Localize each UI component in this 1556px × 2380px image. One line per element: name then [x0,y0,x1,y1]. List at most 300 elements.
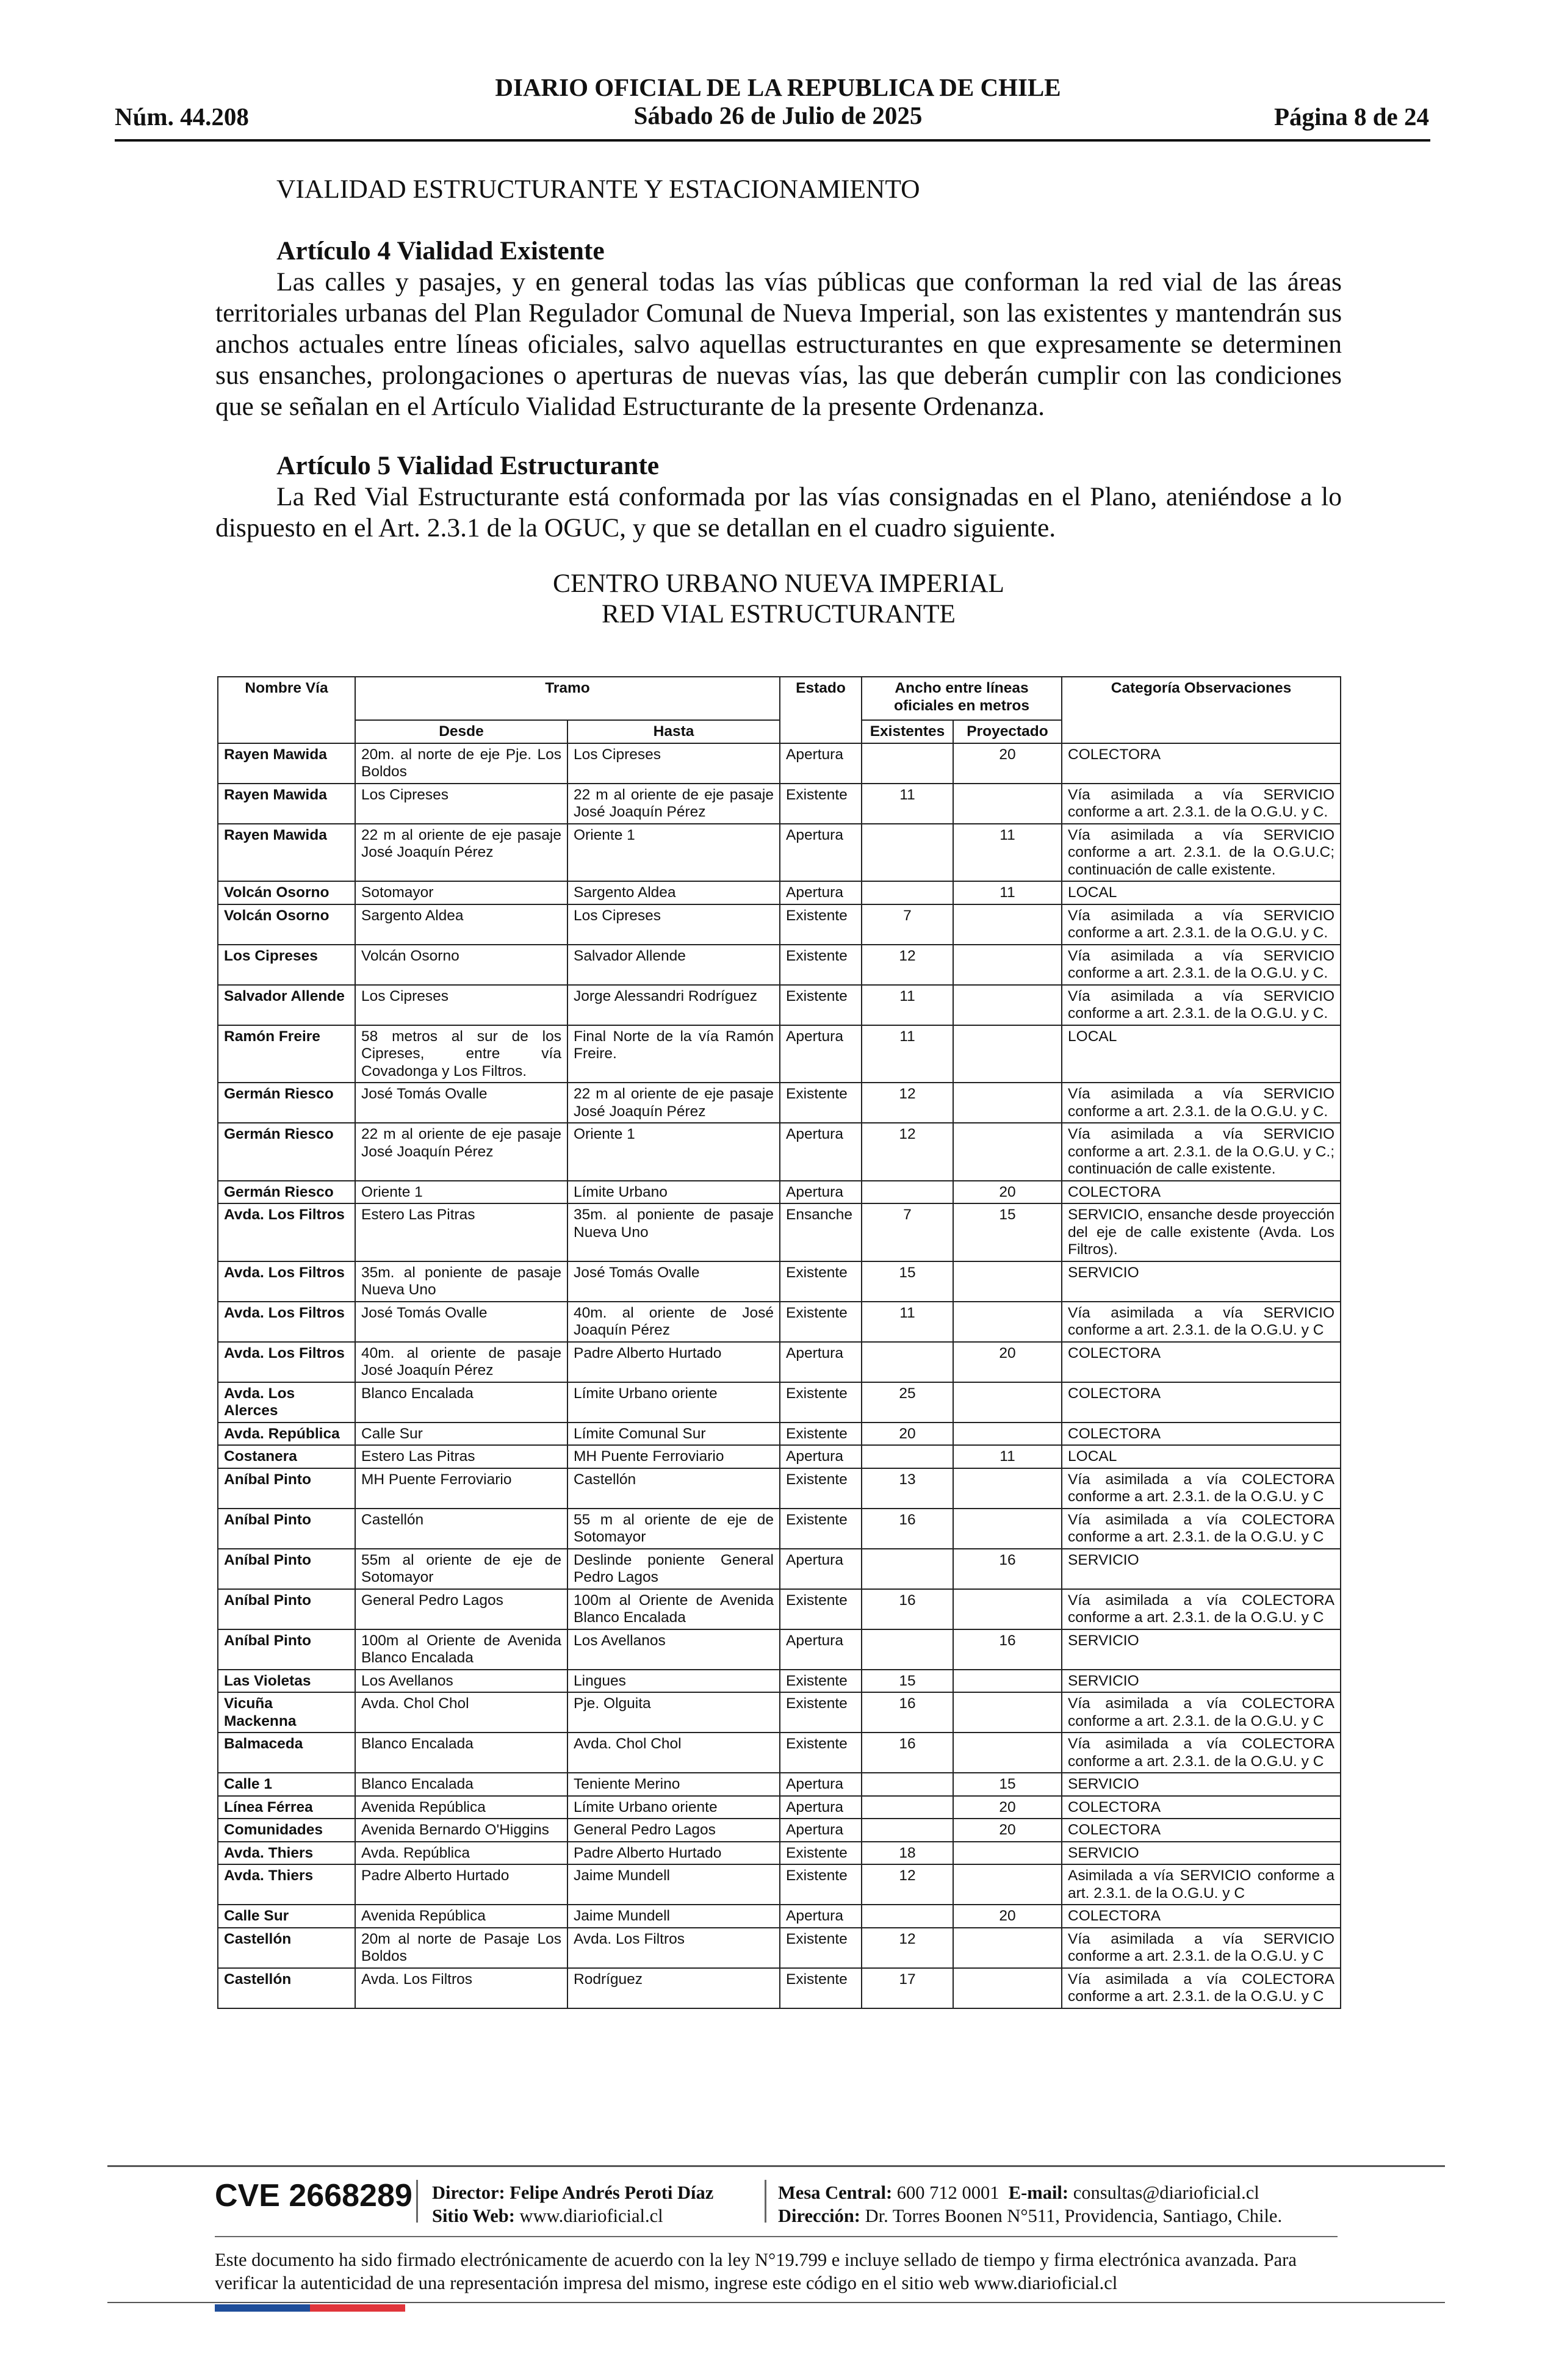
cell-nombre-via: Aníbal Pinto [218,1629,355,1670]
cell-categoria: Vía asimilada a vía SERVICIO conforme a art. 2.3.1. de la O.G.U. y C.; continuación de calle existente. [1062,1123,1341,1181]
cell-proyectado [953,1842,1062,1865]
director-label: Director: [432,2182,505,2203]
cell-desde: 20m. al norte de eje Pje. Los Boldos [355,743,567,784]
cell-proyectado [953,1261,1062,1302]
cell-hasta: Final Norte de la vía Ramón Freire. [567,1025,780,1083]
cell-nombre-via: Volcán Osorno [218,904,355,945]
cell-proyectado: 11 [953,1445,1062,1468]
cell-categoria: Vía asimilada a vía SERVICIO conforme a art. 2.3.1. de la O.G.U. y C. [1062,945,1341,985]
email-link[interactable]: consultas@diarioficial.cl [1073,2182,1259,2203]
issue-number: Núm. 44.208 [115,103,249,131]
table-row [218,1123,1341,1181]
page-number: Página 8 de 24 [1274,103,1429,131]
cell-existentes [862,1549,953,1589]
cell-desde: Estero Las Pitras [355,1203,567,1261]
cell-hasta: 22 m al oriente de eje pasaje José Joaquín Pérez [567,1083,780,1123]
cell-proyectado: 20 [953,1342,1062,1382]
cell-estado: Existente [780,1733,862,1773]
email-label: E-mail: [1008,2182,1069,2203]
newspaper-title: DIARIO OFICIAL DE LA REPUBLICA DE CHILE [495,73,1061,101]
cell-existentes [862,1181,953,1204]
cell-desde: Los Cipreses [355,985,567,1025]
cell-existentes [862,1773,953,1796]
cell-categoria: Vía asimilada a vía SERVICIO conforme a art. 2.3.1. de la O.G.U.C; continuación de calle existente. [1062,824,1341,882]
cell-categoria: Vía asimilada a vía SERVICIO conforme a art. 2.3.1. de la O.G.U. y C. [1062,904,1341,945]
cell-hasta: Castellón [567,1468,780,1509]
cell-proyectado [953,1123,1062,1181]
table-row [218,985,1341,1025]
header-desde: Desde [355,720,567,743]
cell-proyectado [953,1928,1062,1968]
table-row [218,1445,1341,1468]
director-line [432,2181,713,2204]
cell-desde: Calle Sur [355,1423,567,1446]
cell-categoria: SERVICIO, ensanche desde proyección del eje de calle existente (Avda. Los Filtros). [1062,1203,1341,1261]
cell-estado: Existente [780,1382,862,1423]
cell-proyectado [953,784,1062,824]
cell-existentes [862,1905,953,1928]
table-row [218,1773,1341,1796]
cell-hasta: Los Cipreses [567,743,780,784]
footer-director-block [432,2181,713,2227]
cell-hasta: MH Puente Ferroviario [567,1445,780,1468]
table-row [218,1423,1341,1446]
cell-nombre-via: Rayen Mawida [218,784,355,824]
header-proyectado: Proyectado [953,720,1062,743]
cell-nombre-via: Aníbal Pinto [218,1509,355,1549]
cell-nombre-via: Germán Riesco [218,1181,355,1204]
cell-nombre-via: Avda. Los Alerces [218,1382,355,1423]
cell-existentes [862,881,953,904]
table-row [218,743,1341,784]
cell-nombre-via: Volcán Osorno [218,881,355,904]
table-row [218,1733,1341,1773]
signature-note: Este documento ha sido firmado electrónicamente de acuerdo con la ley N°19.799 e incluye sellado de tiempo y firma electrónica avanzada. Para verificar la autenticidad de una representación impresa del mismo, ingrese este código en el sitio web www.diarioficial.cl [215,2249,1297,2293]
issue-date: Sábado 26 de Julio de 2025 [633,101,923,129]
contact-line [778,2181,1282,2204]
cell-estado: Apertura [780,1796,862,1819]
cell-estado: Existente [780,1968,862,2008]
table-row [218,904,1341,945]
table-row [218,1928,1341,1968]
cell-desde: 22 m al oriente de eje pasaje José Joaquín Pérez [355,1123,567,1181]
cell-existentes [862,1342,953,1382]
cell-existentes [862,1819,953,1842]
table-header-row-1 [218,677,1341,720]
cell-proyectado: 15 [953,1203,1062,1261]
cell-proyectado [953,1302,1062,1342]
cell-hasta: Padre Alberto Hurtado [567,1342,780,1382]
cell-existentes: 12 [862,1928,953,1968]
cell-categoria: SERVICIO [1062,1261,1341,1302]
cell-existentes: 18 [862,1842,953,1865]
cell-proyectado: 11 [953,824,1062,882]
table-row [218,1468,1341,1509]
cell-hasta: Avda. Chol Chol [567,1733,780,1773]
cell-estado: Existente [780,1692,862,1733]
address-text: Dr. Torres Boonen N°511, Providencia, Santiago, Chile. [865,2205,1283,2226]
cell-categoria: Vía asimilada a vía COLECTORA conforme a art. 2.3.1. de la O.G.U. y C [1062,1692,1341,1733]
cell-nombre-via: Calle Sur [218,1905,355,1928]
cell-proyectado [953,1670,1062,1693]
cell-estado: Apertura [780,881,862,904]
cell-hasta: Jaime Mundell [567,1905,780,1928]
table-title-line-1: CENTRO URBANO NUEVA IMPERIAL [553,569,1004,598]
cell-existentes: 12 [862,1083,953,1123]
table-row [218,1509,1341,1549]
cell-hasta: Límite Urbano [567,1181,780,1204]
cell-desde: Castellón [355,1509,567,1549]
cell-existentes [862,1796,953,1819]
cell-estado: Apertura [780,1181,862,1204]
cell-hasta: Padre Alberto Hurtado [567,1842,780,1865]
website-line [432,2204,713,2227]
cell-estado: Existente [780,1509,862,1549]
cell-categoria: COLECTORA [1062,1382,1341,1423]
address-line [778,2204,1282,2227]
cell-nombre-via: Costanera [218,1445,355,1468]
cell-desde: Avda. Chol Chol [355,1692,567,1733]
cell-existentes: 17 [862,1968,953,2008]
cell-existentes: 16 [862,1733,953,1773]
cell-desde: 35m. al poniente de pasaje Nueva Uno [355,1261,567,1302]
cell-desde: 20m al norte de Pasaje Los Boldos [355,1928,567,1968]
cell-estado: Apertura [780,824,862,882]
cell-proyectado: 20 [953,1181,1062,1204]
cell-proyectado [953,1968,1062,2008]
cell-nombre-via: Avda. Los Filtros [218,1302,355,1342]
director-name: Felipe Andrés Peroti Díaz [510,2182,714,2203]
footer-separator [765,2180,766,2223]
cell-estado: Apertura [780,1342,862,1382]
cell-existentes: 11 [862,1025,953,1083]
cell-existentes: 11 [862,985,953,1025]
header-hasta: Hasta [567,720,780,743]
article-5-title: Artículo 5 Vialidad Estructurante [276,451,660,480]
cell-categoria: Vía asimilada a vía SERVICIO conforme a art. 2.3.1. de la O.G.U. y C. [1062,784,1341,824]
cell-estado: Apertura [780,1025,862,1083]
cell-categoria: COLECTORA [1062,1796,1341,1819]
cell-proyectado: 11 [953,881,1062,904]
cell-existentes: 7 [862,904,953,945]
table-title-line-2: RED VIAL ESTRUCTURANTE [602,599,956,629]
table-row [218,1864,1341,1905]
cell-categoria: COLECTORA [1062,1181,1341,1204]
cell-desde: Blanco Encalada [355,1773,567,1796]
cell-estado: Existente [780,1864,862,1905]
cell-nombre-via: Comunidades [218,1819,355,1842]
cell-nombre-via: Avda. Los Filtros [218,1342,355,1382]
footer-contact-block [778,2181,1282,2227]
cve-code: CVE 2668289 [215,2178,412,2213]
footer-divider-middle [215,2236,1338,2237]
cell-proyectado [953,1864,1062,1905]
website-label: Sitio Web: [432,2205,515,2226]
cell-categoria: COLECTORA [1062,743,1341,784]
table-row [218,1203,1341,1261]
cell-hasta: Oriente 1 [567,824,780,882]
cell-estado: Apertura [780,1123,862,1181]
cell-estado: Existente [780,1423,862,1446]
header-ancho: Ancho entre líneas oficiales en metros [862,677,1062,720]
cell-desde: Los Avellanos [355,1670,567,1693]
table-row [218,1905,1341,1928]
cell-proyectado [953,1692,1062,1733]
cell-desde: Padre Alberto Hurtado [355,1864,567,1905]
header-nombre: Nombre Vía [218,677,355,743]
cell-proyectado: 20 [953,1819,1062,1842]
website-link[interactable]: www.diarioficial.cl [519,2205,663,2226]
cell-categoria: COLECTORA [1062,1342,1341,1382]
cell-nombre-via: Avda. República [218,1423,355,1446]
cell-proyectado [953,904,1062,945]
cell-existentes [862,1445,953,1468]
cell-categoria: SERVICIO [1062,1549,1341,1589]
header-tramo: Tramo [355,677,780,720]
cell-proyectado [953,1733,1062,1773]
cell-existentes: 7 [862,1203,953,1261]
cell-estado: Existente [780,1670,862,1693]
cell-nombre-via: Germán Riesco [218,1083,355,1123]
cell-nombre-via: Germán Riesco [218,1123,355,1181]
cell-proyectado [953,1382,1062,1423]
cell-proyectado [953,1468,1062,1509]
cell-hasta: Jorge Alessandri Rodríguez [567,985,780,1025]
table-row [218,784,1341,824]
cell-desde: José Tomás Ovalle [355,1083,567,1123]
table-row [218,1670,1341,1693]
section-title: VIALIDAD ESTRUCTURANTE Y ESTACIONAMIENTO [276,175,920,204]
flag-bar-red [310,2304,405,2312]
flag-bar-blue [215,2304,310,2312]
cell-hasta: Rodríguez [567,1968,780,2008]
cell-hasta: Deslinde poniente General Pedro Lagos [567,1549,780,1589]
table-row [218,824,1341,882]
cell-nombre-via: Aníbal Pinto [218,1549,355,1589]
cell-nombre-via: Los Cipreses [218,945,355,985]
cell-existentes: 13 [862,1468,953,1509]
table-row [218,1382,1341,1423]
cell-estado: Existente [780,1589,862,1629]
header-estado: Estado [780,677,862,743]
cell-estado: Apertura [780,1905,862,1928]
table-row [218,945,1341,985]
cell-hasta: Teniente Merino [567,1773,780,1796]
cell-desde: 40m. al oriente de pasaje José Joaquín Pérez [355,1342,567,1382]
cell-categoria: Vía asimilada a vía COLECTORA conforme a art. 2.3.1. de la O.G.U. y C [1062,1733,1341,1773]
cell-categoria: COLECTORA [1062,1905,1341,1928]
cell-desde: Oriente 1 [355,1181,567,1204]
cell-desde: Avenida República [355,1905,567,1928]
cell-existentes: 11 [862,1302,953,1342]
cell-hasta: José Tomás Ovalle [567,1261,780,1302]
cell-nombre-via: Aníbal Pinto [218,1589,355,1629]
cell-nombre-via: Salvador Allende [218,985,355,1025]
cell-nombre-via: Vicuña Mackenna [218,1692,355,1733]
cell-proyectado: 16 [953,1549,1062,1589]
cell-estado: Apertura [780,743,862,784]
cell-estado: Existente [780,1261,862,1302]
cell-desde: Volcán Osorno [355,945,567,985]
cell-existentes [862,1629,953,1670]
cell-desde: Avda. República [355,1842,567,1865]
cell-categoria: LOCAL [1062,1445,1341,1468]
table-row [218,1261,1341,1302]
table-row [218,1549,1341,1589]
cell-nombre-via: Avda. Thiers [218,1842,355,1865]
header-divider [115,139,1430,142]
cell-proyectado: 20 [953,743,1062,784]
cell-existentes: 12 [862,1864,953,1905]
cell-desde: José Tomás Ovalle [355,1302,567,1342]
cell-hasta: 100m al Oriente de Avenida Blanco Encalada [567,1589,780,1629]
cell-nombre-via: Castellón [218,1968,355,2008]
document-body [215,171,1342,629]
cell-estado: Existente [780,904,862,945]
cell-proyectado [953,1025,1062,1083]
article-5-text: La Red Vial Estructurante está conformada por las vías consignadas en el Plano, ateniéndose a lo dispuesto en el Art. 2.3.1 de la OGUC, y que se detallan en el cuadro siguiente. [215,482,1342,543]
cell-nombre-via: Las Violetas [218,1670,355,1693]
cell-estado: Existente [780,784,862,824]
address-label: Dirección: [778,2205,860,2226]
cell-proyectado [953,1509,1062,1549]
table-row [218,1629,1341,1670]
cell-desde: Los Cipreses [355,784,567,824]
cell-hasta: Los Avellanos [567,1629,780,1670]
cell-desde: Blanco Encalada [355,1382,567,1423]
cell-desde: Sargento Aldea [355,904,567,945]
cell-estado: Apertura [780,1445,862,1468]
table-row [218,1181,1341,1204]
cell-categoria: SERVICIO [1062,1670,1341,1693]
cell-categoria: Vía asimilada a vía SERVICIO conforme a art. 2.3.1. de la O.G.U. y C. [1062,985,1341,1025]
cell-hasta: Avda. Los Filtros [567,1928,780,1968]
article-4-title: Artículo 4 Vialidad Existente [276,236,605,265]
cell-estado: Existente [780,1468,862,1509]
cell-hasta: 22 m al oriente de eje pasaje José Joaquín Pérez [567,784,780,824]
cell-hasta: 35m. al poniente de pasaje Nueva Uno [567,1203,780,1261]
table-row [218,1819,1341,1842]
cell-categoria: Vía asimilada a vía SERVICIO conforme a art. 2.3.1. de la O.G.U. y C. [1062,1083,1341,1123]
cell-categoria: Asimilada a vía SERVICIO conforme a art. 2.3.1. de la O.G.U. y C [1062,1864,1341,1905]
cell-hasta: Sargento Aldea [567,881,780,904]
cell-estado: Existente [780,945,862,985]
cell-desde: 55m al oriente de eje de Sotomayor [355,1549,567,1589]
cell-desde: Avda. Los Filtros [355,1968,567,2008]
cell-estado: Apertura [780,1629,862,1670]
cell-existentes: 15 [862,1261,953,1302]
cell-desde: Estero Las Pitras [355,1445,567,1468]
cell-proyectado: 16 [953,1629,1062,1670]
cell-hasta: Oriente 1 [567,1123,780,1181]
cell-estado: Existente [780,985,862,1025]
cell-nombre-via: Castellón [218,1928,355,1968]
cell-desde: 100m al Oriente de Avenida Blanco Encalada [355,1629,567,1670]
cell-categoria: Vía asimilada a vía SERVICIO conforme a art. 2.3.1. de la O.G.U. y C [1062,1928,1341,1968]
cell-proyectado: 15 [953,1773,1062,1796]
cell-categoria: COLECTORA [1062,1819,1341,1842]
cell-hasta: General Pedro Lagos [567,1819,780,1842]
cell-categoria: Vía asimilada a vía COLECTORA conforme a art. 2.3.1. de la O.G.U. y C [1062,1509,1341,1549]
table-row [218,1842,1341,1865]
cell-existentes: 12 [862,1123,953,1181]
footer-divider-bottom [107,2302,1445,2303]
cell-desde: MH Puente Ferroviario [355,1468,567,1509]
cell-hasta: Salvador Allende [567,945,780,985]
cell-categoria: SERVICIO [1062,1629,1341,1670]
table-body [218,743,1341,2008]
cell-desde: 58 metros al sur de los Cipreses, entre vía Covadonga y Los Filtros. [355,1025,567,1083]
article-4-text: Las calles y pasajes, y en general todas las vías públicas que conforman la red vial de las áreas territoriales urbanas del Plan Regulador Comunal de Nueva Imperial, son las existentes y mantendrán sus anchos actuales entre líneas oficiales, salvo aquellas estructurantes en que expresamente se determinen sus ensanches, prolongaciones o aperturas de nuevas vías, las que deberán cumplir con las condiciones que se señalan en el Artículo Vialidad Estructurante de la presente Ordenanza. [215,267,1342,421]
cell-proyectado [953,945,1062,985]
cell-desde: Avenida República [355,1796,567,1819]
table-title [215,568,1342,629]
cell-nombre-via: Rayen Mawida [218,743,355,784]
cell-proyectado: 20 [953,1796,1062,1819]
cell-proyectado [953,1083,1062,1123]
cell-hasta: Límite Comunal Sur [567,1423,780,1446]
cell-hasta: Pje. Olguita [567,1692,780,1733]
cell-existentes: 15 [862,1670,953,1693]
cell-hasta: Los Cipreses [567,904,780,945]
footer-divider-top [107,2165,1445,2167]
table-row [218,1796,1341,1819]
cell-existentes [862,743,953,784]
cell-estado: Apertura [780,1773,862,1796]
cell-estado: Apertura [780,1549,862,1589]
cell-estado: Apertura [780,1819,862,1842]
cell-categoria: Vía asimilada a vía COLECTORA conforme a art. 2.3.1. de la O.G.U. y C [1062,1968,1341,2008]
cell-proyectado [953,985,1062,1025]
header-categoria: Categoría Observaciones [1062,677,1341,743]
table-row [218,1083,1341,1123]
cell-existentes: 25 [862,1382,953,1423]
cell-existentes: 16 [862,1589,953,1629]
cell-nombre-via: Ramón Freire [218,1025,355,1083]
cell-existentes [862,824,953,882]
cell-nombre-via: Calle 1 [218,1773,355,1796]
table-row [218,1342,1341,1382]
table-row [218,1968,1341,2008]
table-row [218,881,1341,904]
cell-categoria: SERVICIO [1062,1773,1341,1796]
cell-existentes: 16 [862,1509,953,1549]
cell-categoria: COLECTORA [1062,1423,1341,1446]
cell-hasta: Lingues [567,1670,780,1693]
cell-categoria: Vía asimilada a vía COLECTORA conforme a art. 2.3.1. de la O.G.U. y C [1062,1468,1341,1509]
cell-proyectado: 20 [953,1905,1062,1928]
cell-hasta: Jaime Mundell [567,1864,780,1905]
table-row [218,1589,1341,1629]
cell-estado: Existente [780,1083,862,1123]
cell-hasta: 40m. al oriente de José Joaquín Pérez [567,1302,780,1342]
footer-separator [416,2180,418,2223]
cell-categoria: Vía asimilada a vía SERVICIO conforme a art. 2.3.1. de la O.G.U. y C [1062,1302,1341,1342]
cell-hasta: 55 m al oriente de eje de Sotomayor [567,1509,780,1549]
cell-categoria: LOCAL [1062,1025,1341,1083]
mesa-label: Mesa Central: [778,2182,893,2203]
header-existentes: Existentes [862,720,953,743]
cell-nombre-via: Rayen Mawida [218,824,355,882]
cell-nombre-via: Avda. Los Filtros [218,1203,355,1261]
cell-categoria: SERVICIO [1062,1842,1341,1865]
cell-desde: Avenida Bernardo O'Higgins [355,1819,567,1842]
cell-existentes: 16 [862,1692,953,1733]
cell-proyectado [953,1423,1062,1446]
cell-hasta: Límite Urbano oriente [567,1796,780,1819]
cell-desde: 22 m al oriente de eje pasaje José Joaquín Pérez [355,824,567,882]
road-network-table [217,676,1341,2009]
